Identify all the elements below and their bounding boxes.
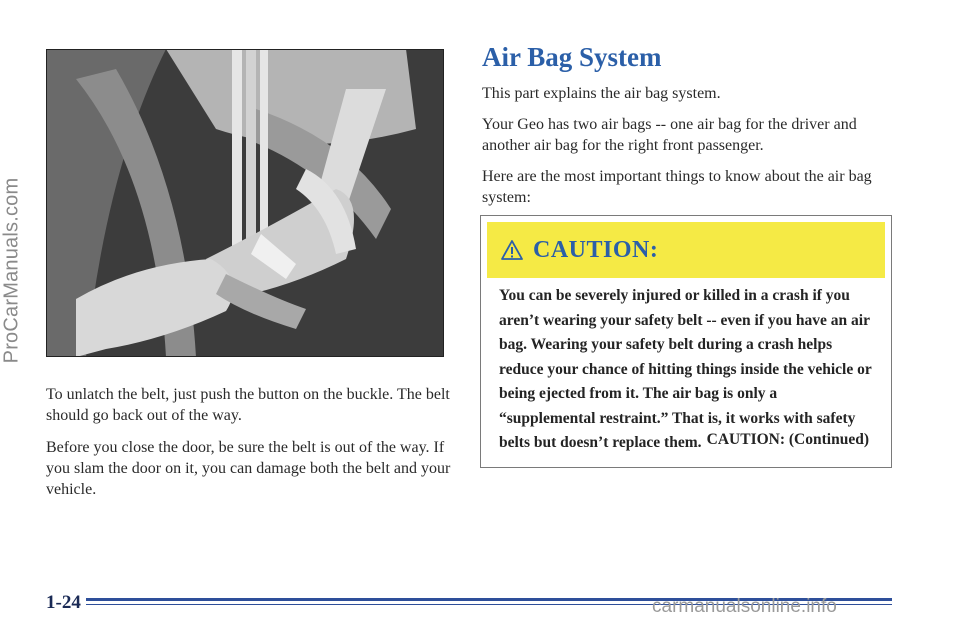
left-column-text bbox=[46, 384, 456, 511]
caution-body: You can be severely injured or killed in a crash if you aren’t wearing your safety belt -- even if you have an air bag. Wearing your safety belt during a crash helps reduce your chance of hitting things inside the vehicle or being ejected from it. The air bag is only a “supplemental restraint.” That is, it works with safety belts but doesn’t replace them. bbox=[499, 287, 872, 451]
section-heading: Air Bag System bbox=[482, 42, 662, 72]
page-number: 1-24 bbox=[46, 592, 81, 613]
buckle-illustration bbox=[46, 49, 444, 357]
bottom-watermark: carmanualsonline.info bbox=[652, 596, 837, 617]
warning-triangle-icon bbox=[501, 240, 523, 260]
paragraph-door: Before you close the door, be sure the belt is out of the way. If you slam the door on it, you can damage both the belt and your vehicle. bbox=[46, 439, 451, 498]
caution-box bbox=[480, 215, 892, 468]
buckle-photo bbox=[46, 49, 444, 357]
side-watermark-text: ProCarManuals.com bbox=[0, 177, 23, 363]
right-column bbox=[482, 40, 902, 218]
paragraph-important-things: Here are the most important things to know about the air bag system: bbox=[482, 168, 872, 206]
paragraph-two-airbags: Your Geo has two air bags -- one air bag for the driver and another air bag for the right front passenger. bbox=[482, 116, 857, 154]
paragraph-unlatch: To unlatch the belt, just push the button on the buckle. The belt should go back out of the way. bbox=[46, 386, 450, 424]
side-watermark bbox=[2, 60, 22, 480]
caution-header bbox=[487, 222, 885, 278]
caution-continued: CAUTION: (Continued) bbox=[706, 431, 869, 448]
caution-title: CAUTION: bbox=[533, 236, 659, 263]
paragraph-intro: This part explains the air bag system. bbox=[482, 85, 721, 102]
